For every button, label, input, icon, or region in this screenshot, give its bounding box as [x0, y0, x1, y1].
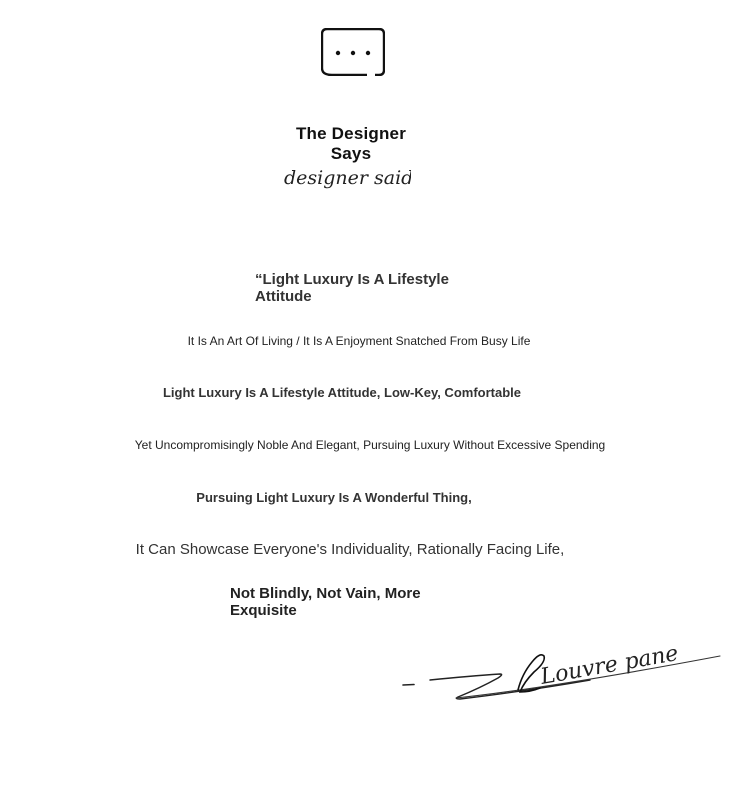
- body-line-1: It Is An Art Of Living / It Is A Enjoyment Snatched From Busy Life: [187, 334, 531, 348]
- signature-image: [400, 640, 725, 710]
- body-line-5: It Can Showcase Everyone's Individuality, Rationally Facing Life,: [135, 541, 565, 558]
- body-line-2: Light Luxury Is A Lifestyle Attitude, Low-Key, Comfortable: [162, 385, 521, 400]
- chat-bubble-icon: [321, 28, 385, 76]
- closing-text: Not Blindly, Not Vain, More Exquisite: [230, 585, 421, 619]
- quote-heading: “Light Luxury Is A Lifestyle Attitude: [255, 271, 449, 305]
- signature-text: Louvre pane: [538, 641, 681, 690]
- body-line-3: Yet Uncompromisingly Noble And Elegant, Pursuing Luxury Without Excessive Spending: [134, 438, 606, 452]
- script-subtitle: [281, 163, 411, 193]
- body-line-4: Pursuing Light Luxury Is A Wonderful Thing,: [196, 490, 472, 505]
- script-subtitle-text: designer said: [284, 167, 411, 189]
- page-title: The Designer Says: [295, 124, 407, 163]
